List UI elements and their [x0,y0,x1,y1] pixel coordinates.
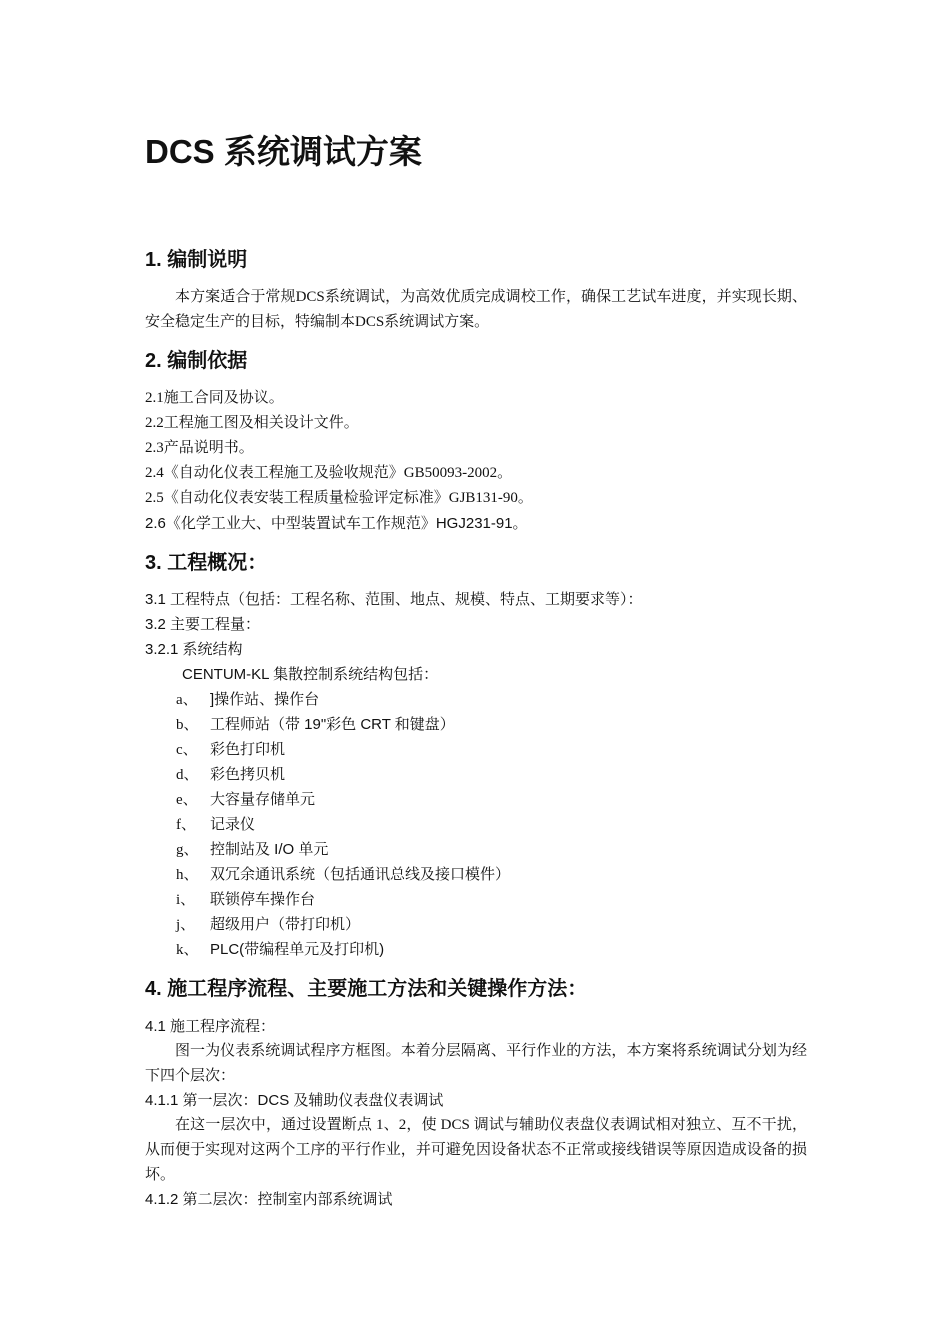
list-text: 大容量存储单元 [210,791,316,808]
list-text: ]操作站、操作台 [210,691,320,708]
procedure-line-4-1-2: 4.1.2 第二层次：控制室内部系统调试 [145,1191,393,1208]
list-letter: k、 [176,942,199,958]
list-text: 记录仪 [210,816,256,833]
list-item [176,912,360,938]
list-item [176,812,255,838]
list-letter: b、 [176,717,199,733]
basis-item-2-3: 2.3产品说明书。 [145,440,254,456]
basis-item-2-1: 2.1施工合同及协议。 [145,390,284,406]
list-letter: f、 [176,817,196,833]
basis-item-2-5: 2.5《自动化仪表安装工程质量检验评定标准》GJB131-90。 [145,490,533,506]
basis-item-2-4: 2.4《自动化仪表工程施工及验收规范》GB50093-2002。 [145,465,513,481]
list-item [176,737,285,763]
list-text: 彩色拷贝机 [210,766,286,783]
list-item [176,762,285,788]
section-4-heading: 4. 施工程序流程、主要施工方法和关键操作方法： [145,978,588,1000]
basis-item-2-2: 2.2工程施工图及相关设计文件。 [145,415,359,431]
list-text: 工程师站（带 19"彩色 CRT 和键盘） [210,716,455,733]
list-text: 双冗余通讯系统（包括通讯总线及接口模件） [210,866,511,883]
list-letter: c、 [176,742,198,758]
list-text: PLC(带编程单元及打印机) [210,941,385,958]
list-letter: j、 [176,917,196,933]
list-letter: i、 [176,892,196,908]
overview-line-3-1: 3.1 工程特点（包括：工程名称、范围、地点、规模、特点、工期要求等）： [145,591,643,608]
list-item [176,837,328,863]
list-letter: e、 [176,792,198,808]
overview-line-3-2-1: 3.2.1 系统结构 [145,641,243,658]
list-text: 超级用户（带打印机） [210,916,361,933]
list-item [176,712,455,738]
procedure-paragraph-2: 在这一层次中，通过设置断点 1、2，使 DCS 调试与辅助仪表盘仪表调试相对独立、互不干扰，从而便于实现对这两个工序的平行作业，并可避免因设备状态不正常或接线错误等原因造成设备的损坏。 [145,1117,807,1183]
list-text: 联锁停车操作台 [210,891,316,908]
list-letter: d、 [176,767,199,783]
procedure-paragraph-1: 图一为仪表系统调试程序方框图。本着分层隔离、平行作业的方法，本方案将系统调试分划为经下四个层次： [145,1043,807,1084]
overview-line-3-2: 3.2 主要工程量： [145,616,261,633]
list-letter: g、 [176,842,199,858]
list-letter: a、 [176,692,198,708]
list-item [176,687,319,713]
section-1-heading: 1. 编制说明 [145,249,248,271]
list-item [176,787,315,813]
list-text: 彩色打印机 [210,741,286,758]
list-item [176,887,315,913]
procedure-line-4-1: 4.1 施工程序流程： [145,1018,276,1035]
basis-item-2-6: 2.6《化学工业大、中型装置试车工作规范》HGJ231-91。 [145,515,528,532]
document-title: DCS 系统调试方案 [145,133,422,170]
procedure-line-4-1-1: 4.1.1 第一层次：DCS 及辅助仪表盘仪表调试 [145,1092,444,1109]
section-2-heading: 2. 编制依据 [145,350,248,372]
section-1-paragraph: 本方案适合于常规DCS系统调试，为高效优质完成调校工作，确保工艺试车进度，并实现长期、安全稳定生产的目标，特编制本DCS系统调试方案。 [145,289,807,330]
list-item [176,937,384,963]
list-text: 控制站及 I/O 单元 [210,841,329,858]
section-3-heading: 3. 工程概况： [145,552,268,574]
list-letter: h、 [176,867,199,883]
list-item [176,862,510,888]
system-structure-intro: CENTUM-KL 集散控制系统结构包括： [182,666,439,683]
